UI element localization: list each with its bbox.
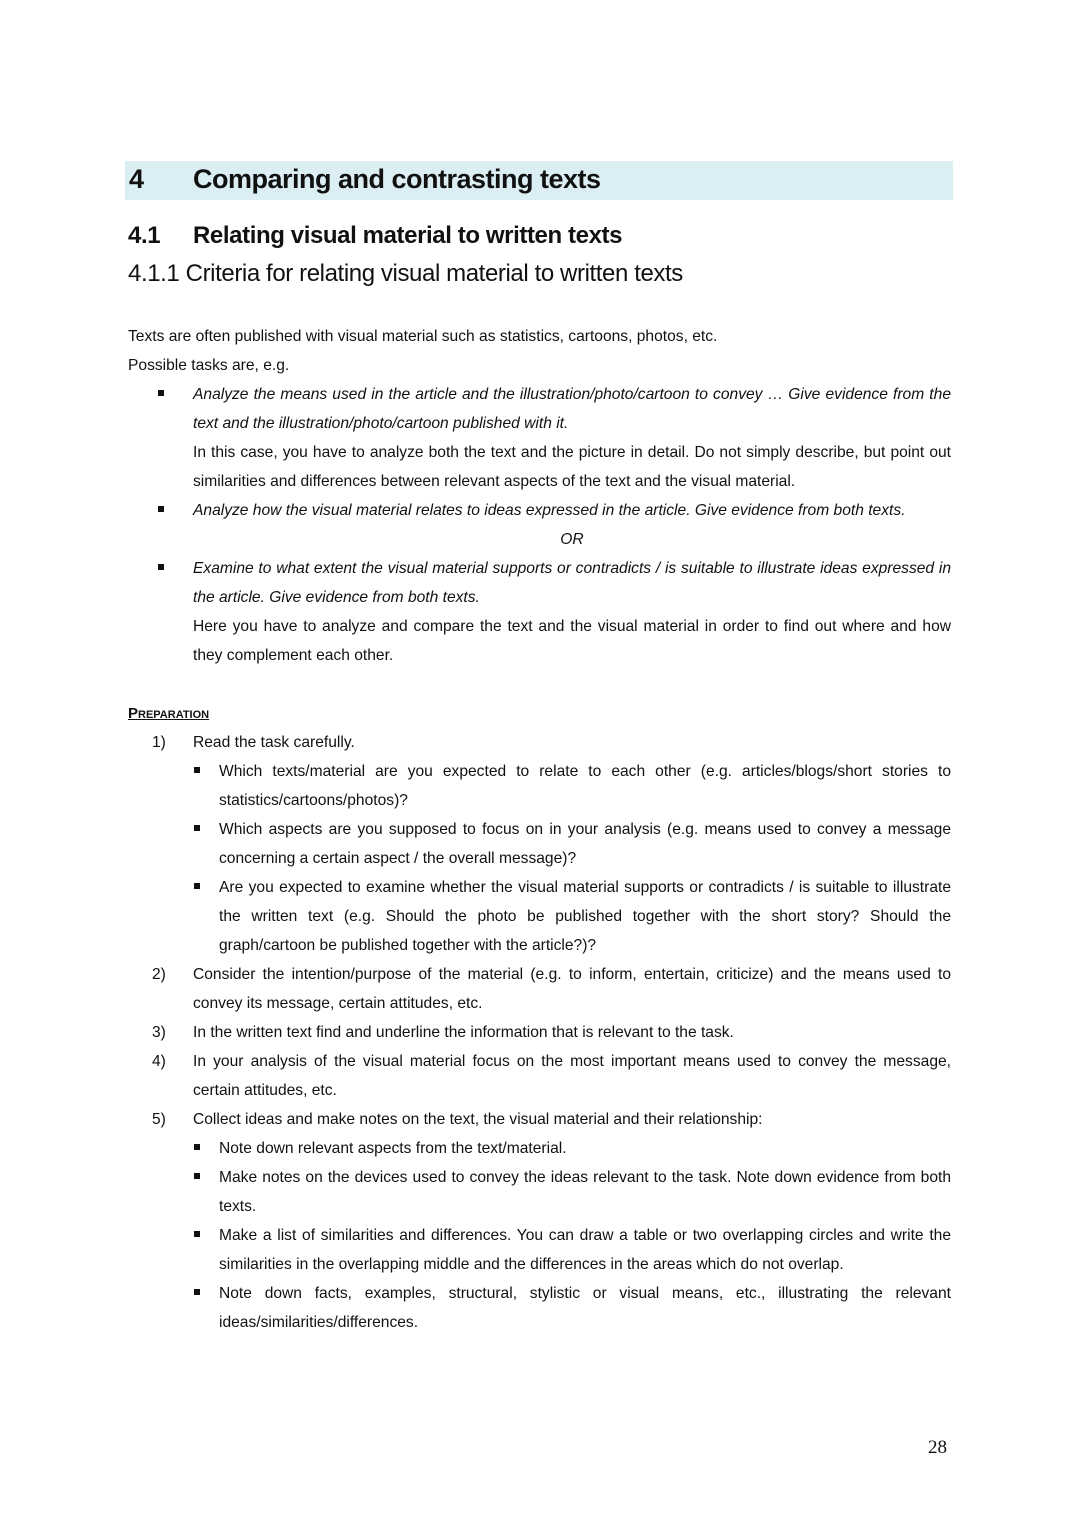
chapter-heading	[125, 161, 953, 200]
step-text: In the written text find and underline the information that is relevant to the task.	[193, 1024, 734, 1041]
step-number: 5)	[152, 1111, 166, 1128]
bullet-icon	[194, 1173, 200, 1179]
intro-line: Texts are often published with visual material such as statistics, cartoons, photos, etc.	[128, 328, 718, 345]
bullet-icon	[158, 390, 164, 396]
or-separator: OR	[560, 531, 584, 548]
task-item	[128, 554, 951, 670]
sub-item	[128, 1221, 951, 1279]
step-item	[128, 728, 951, 757]
bullet-icon	[158, 506, 164, 512]
sub-item-text: Are you expected to examine whether the visual material supports or contradicts / is suitable to illustrate the written text (e.g. Should the photo be published together with the short story? Should the graph/cartoon be published together with the article?)?	[219, 879, 951, 954]
page-number: 28	[928, 1437, 947, 1458]
bullet-icon	[194, 1289, 200, 1295]
bullet-icon	[194, 1231, 200, 1237]
step-text: Consider the intention/purpose of the material (e.g. to inform, entertain, criticize) and the means used to convey its message, certain attitudes, etc.	[193, 966, 951, 1012]
step-text: Read the task carefully.	[193, 734, 355, 751]
chapter-title: Comparing and contrasting texts	[193, 164, 601, 194]
sub-item-text: Which texts/material are you expected to relate to each other (e.g. articles/blogs/short stories to statistics/cartoons/photos)?	[219, 763, 951, 809]
step-text: In your analysis of the visual material focus on the most important means used to convey the message, certain attitudes, etc.	[193, 1053, 951, 1099]
sub-item	[128, 873, 951, 960]
sub-item	[128, 815, 951, 873]
bullet-icon	[194, 825, 200, 831]
section-number: 4.1	[128, 222, 161, 249]
step-number: 3)	[152, 1024, 166, 1041]
step-number: 4)	[152, 1053, 166, 1070]
step-item	[128, 1018, 951, 1047]
bullet-icon	[194, 767, 200, 773]
step-number: 2)	[152, 966, 166, 983]
sub-item	[128, 757, 951, 815]
sub-item	[128, 1134, 951, 1163]
section-title: Relating visual material to written texts	[193, 222, 623, 249]
step-number: 1)	[152, 734, 166, 751]
chapter-number: 4	[129, 164, 145, 194]
step-item	[128, 960, 951, 1018]
sub-item-text: Note down relevant aspects from the text/material.	[219, 1140, 567, 1157]
intro-line: Possible tasks are, e.g.	[128, 357, 290, 374]
sub-item-text: Make notes on the devices used to convey the ideas relevant to the task. Note down evidence from both texts.	[219, 1169, 951, 1215]
bullet-icon	[194, 1144, 200, 1150]
task-text: Analyze how the visual material relates to ideas expressed in the article. Give evidence from both texts.	[193, 502, 906, 519]
bullet-icon	[194, 883, 200, 889]
task-item	[128, 496, 951, 525]
subsection-heading: 4.1.1 Criteria for relating visual material to written texts	[128, 260, 683, 287]
task-text: Analyze the means used in the article and the illustration/photo/cartoon to convey … Give evidence from the text and the illustration/photo/cartoon published with it.	[193, 386, 951, 432]
step-text: Collect ideas and make notes on the text, the visual material and their relationship:	[193, 1111, 763, 1128]
sub-item-text: Which aspects are you supposed to focus on in your analysis (e.g. means used to convey a message concerning a certain aspect / the overall message)?	[219, 821, 951, 867]
task-note: In this case, you have to analyze both the text and the picture in detail. Do not simply describe, but point out similarities and differences between relevant aspects of the text and the visual material.	[193, 444, 951, 490]
step-item	[128, 1105, 951, 1134]
sub-item-text: Note down facts, examples, structural, stylistic or visual means, etc., illustrating the relevant ideas/similarities/differences.	[219, 1285, 951, 1331]
bullet-icon	[158, 564, 164, 570]
task-item	[128, 380, 951, 496]
sub-item	[128, 1163, 951, 1221]
document-body	[128, 322, 951, 1337]
task-text: Examine to what extent the visual material supports or contradicts / is suitable to illustrate ideas expressed in the article. Give evidence from both texts.	[193, 560, 951, 606]
preparation-heading: Preparation	[128, 705, 210, 722]
sub-item-text: Make a list of similarities and differences. You can draw a table or two overlapping circles and write the similarities in the overlapping middle and the differences in the areas which do not overlap.	[219, 1227, 951, 1273]
sub-item	[128, 1279, 951, 1337]
step-item	[128, 1047, 951, 1105]
task-note: Here you have to analyze and compare the text and the visual material in order to find out where and how they complement each other.	[193, 618, 951, 664]
section-heading	[128, 222, 622, 250]
